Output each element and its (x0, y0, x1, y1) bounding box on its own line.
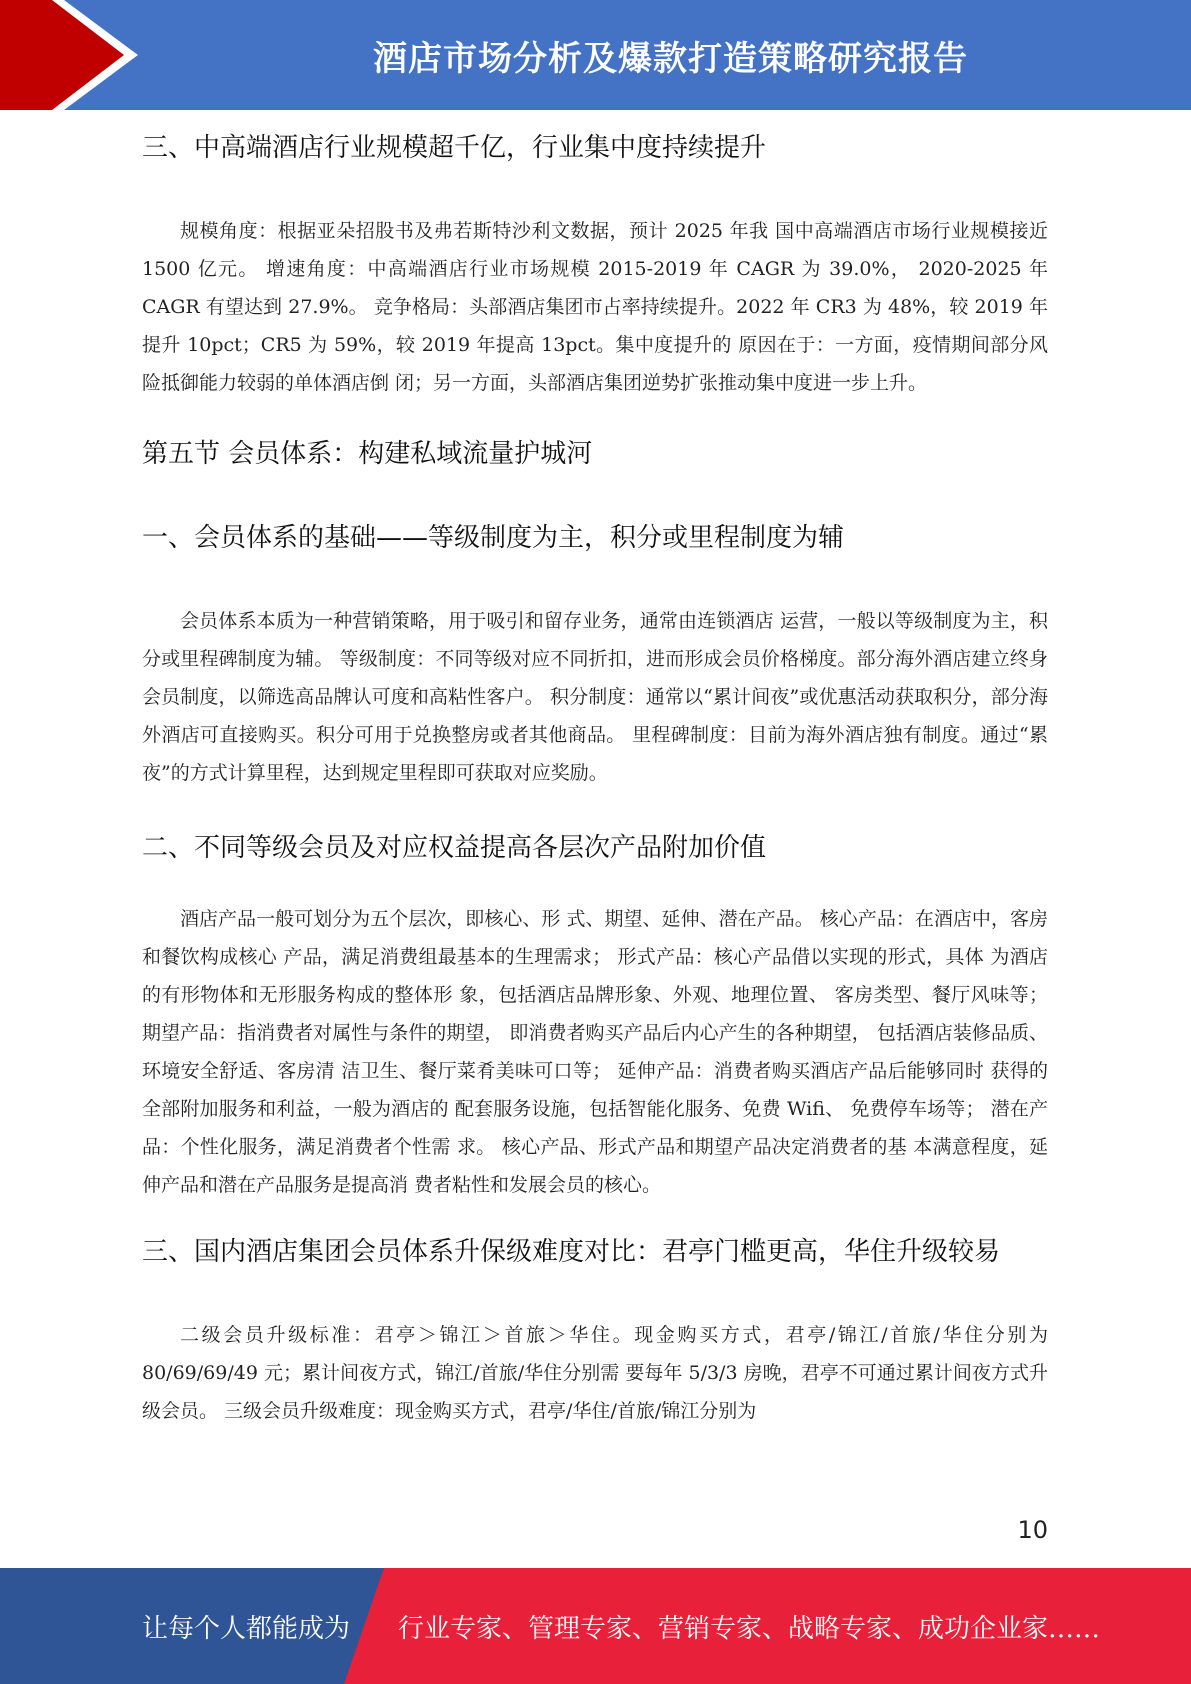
header-arrow-icon (0, 0, 160, 110)
page-number: 10 (1017, 1516, 1048, 1544)
section-heading: 二、不同等级会员及对应权益提高各层次产品附加价值 (142, 833, 767, 863)
header-title: 酒店市场分析及爆款打造策略研究报告 (373, 38, 968, 79)
section-heading: 一、会员体系的基础——等级制度为主，积分或里程制度为辅 (142, 523, 845, 553)
page-header (0, 0, 1191, 110)
page-content (142, 128, 1048, 1430)
chapter-heading: 第五节 会员体系：构建私域流量护城河 (142, 439, 593, 469)
section-heading: 三、国内酒店集团会员体系升保级难度对比：君亭门槛更高，华住升级较易 (142, 1237, 1001, 1267)
section-paragraph: 规模角度：根据亚朵招股书及弗若斯特沙利文数据，预计 2025 年我 国中高端酒店市场行业规模接近 1500 亿元。 增速角度：中高端酒店行业市场规模 2015-2019 年 CAGR 为 39.0%， 2020-2025 年 CAGR 有望达到 27.9%。 竞争格局：头部酒店集团市占率持续提升。2022 年 CR3 为 48%，较 2019 年提升 10pct；CR5 为 59%，较 2019 年提高 13pct。集中度提升的 原因在于：一方面，疫情期间部分风险抵御能力较弱的单体酒店倒 闭；另一方面，头部酒店集团逆势扩张推动集中度进一步上升。 (142, 220, 1048, 394)
section-paragraph: 会员体系本质为一种营销策略，用于吸引和留存业务，通常由连锁酒店 运营，一般以等级制度为主，积分或里程碑制度为辅。 等级制度：不同等级对应不同折扣，进而形成会员价格梯度。部分海外酒店建立终身会员制度，以筛选高品牌认可度和高粘性客户。 积分制度：通常以“累计间夜”或优惠活动获取积分，部分海外酒店可直接购买。积分可用于兑换整房或者其他商品。 里程碑制度：目前为海外酒店独有制度。通过“累夜”的方式计算里程，达到规定里程即可获取对应奖励。 (142, 610, 1048, 784)
footer-slogan-right: 行业专家、管理专家、营销专家、战略专家、成功企业家…… (398, 1613, 1101, 1644)
section-paragraph: 二级会员升级标准：君亭＞锦江＞首旅＞华住。现金购买方式，君亭/锦江/首旅/华住分别为 80/69/69/49 元；累计间夜方式，锦江/首旅/华住分别需 要每年 5/3/3 房晚，君亭不可通过累计间夜方式升级会员。 三级会员升级难度：现金购买方式，君亭/华住/首旅/锦江分别为 (142, 1324, 1048, 1422)
section-paragraph: 酒店产品一般可划分为五个层次，即核心、形 式、期望、延伸、潜在产品。 核心产品：在酒店中，客房和餐饮构成核心 产品，满足消费组最基本的生理需求； 形式产品：核心产品借以实现的形式，具体 为酒店的有形物体和无形服务构成的整体形 象，包括酒店品牌形象、外观、地理位置、 客房类型、餐厅风味等； 期望产品：指消费者对属性与条件的期望， 即消费者购买产品后内心产生的各种期望， 包括酒店装修品质、环境安全舒适、客房清 洁卫生、餐厅菜肴美味可口等； 延伸产品：消费者购买酒店产品后能够同时 获得的全部附加服务和利益，一般为酒店的 配套服务设施，包括智能化服务、免费 Wifi、 免费停车场等； 潜在产品：个性化服务，满足消费者个性需 求。 核心产品、形式产品和期望产品决定消费者的基 本满意程度，延伸产品和潜在产品服务是提高消 费者粘性和发展会员的核心。 (142, 908, 1048, 1196)
section-heading: 三、中高端酒店行业规模超千亿，行业集中度持续提升 (142, 133, 767, 163)
page-footer (0, 1568, 1191, 1684)
footer-slogan-left: 让每个人都能成为 (142, 1613, 351, 1644)
